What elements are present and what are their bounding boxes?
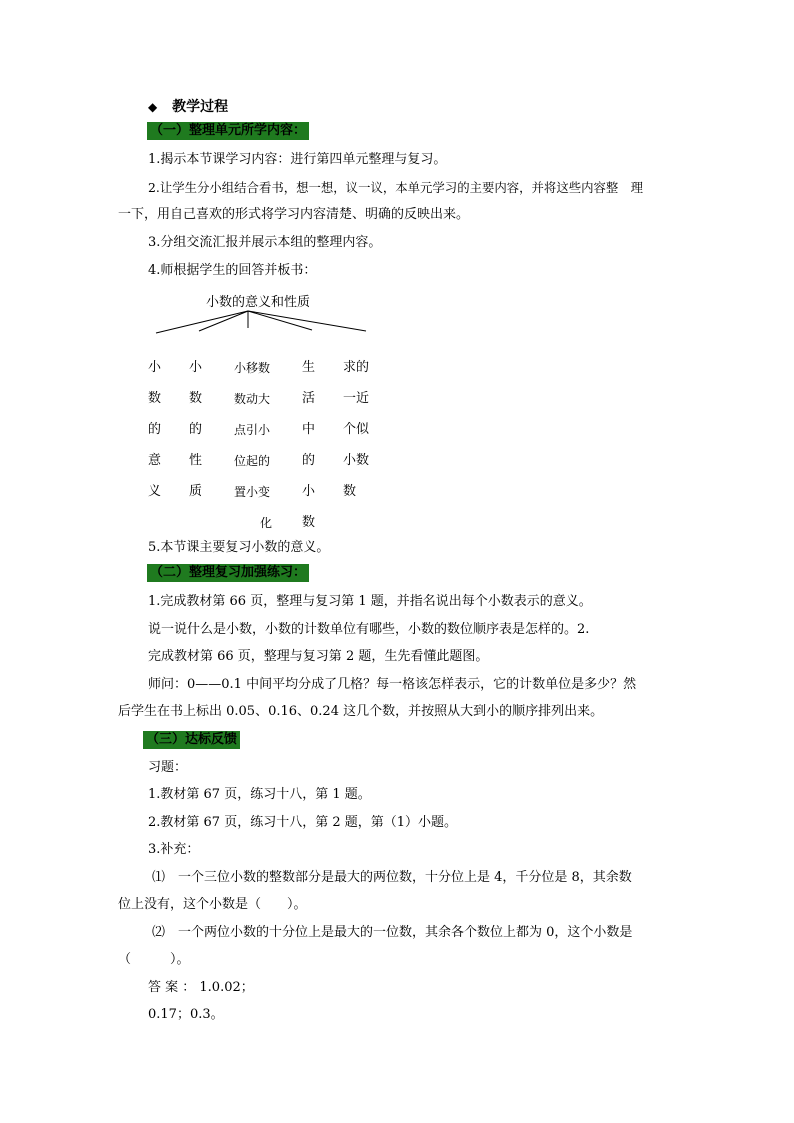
diagram-col-2 (189, 359, 202, 514)
s3-l4: 3.补充： (148, 842, 200, 857)
col-char: 中 (302, 422, 316, 437)
s1-item4: 4.师根据学生的回答并板书： (148, 263, 317, 278)
col-char: 质 (189, 484, 203, 499)
s1-item5: 5.本节课主要复习小数的意义。 (148, 540, 330, 555)
diagram-col-5 (343, 359, 369, 514)
section1-heading: （一）整理单元所学内容： (147, 122, 309, 140)
s3-l5: ⑴ 一个三位小数的整数部分是最大的两位数，十分位上是 4，千分位是 8，其余数 (152, 870, 632, 885)
s3-l8: （ ）。 (118, 952, 190, 967)
col-char: 义 (148, 484, 162, 499)
col-char: 数 (343, 484, 357, 499)
col-char: 小 (148, 360, 162, 375)
s3-l10: 0.17；0.3。 (148, 1007, 224, 1022)
s3-l6: 位上没有，这个小数是（ ）。 (118, 897, 307, 912)
col-char: 数 (148, 391, 162, 406)
s3-l1: 习题： (148, 760, 188, 775)
col-char: 位起的 (234, 454, 271, 468)
col-char: 置小变 (234, 485, 271, 499)
title-text: 教学过程 (172, 99, 229, 115)
col-char: 小 (302, 484, 316, 499)
col-char: 个似 (343, 422, 370, 437)
col-char: 的 (302, 453, 316, 468)
s3-l7: ⑵ 一个两位小数的十分位上是最大的一位数，其余各个数位上都为 0，这个小数是 (152, 925, 633, 940)
s2-line1: 1.完成教材第 66 页，整理与复习第 1 题，并指名说出每个小数表示的意义。 (148, 594, 592, 609)
col-char: 一近 (343, 391, 370, 406)
s2-line3: 完成教材第 66 页，整理与复习第 2 题，生先看懂此题图。 (148, 649, 489, 664)
s3-l2: 1.教材第 67 页，练习十八，第 1 题。 (148, 787, 371, 802)
col-char: 小移数 (234, 361, 271, 375)
diagram-root: 小数的意义和性质 (206, 295, 311, 310)
s1-item3: 3.分组交流汇报并展示本组的整理内容。 (148, 235, 382, 250)
col-char: 活 (302, 391, 316, 406)
s1-item1: 1.揭示本节课学习内容：进行第四单元整理与复习。 (148, 152, 447, 167)
col-char: 数 (302, 515, 316, 530)
s1-item2-line2: 一下，用自己喜欢的形式将学习内容清楚、明确的反映出来。 (118, 207, 470, 222)
diamond-bullet-icon: ◆ (148, 100, 158, 114)
col-char: 的 (189, 422, 203, 437)
diagram-col-3 (234, 359, 272, 545)
col-char: 数 (189, 391, 203, 406)
s2-line2: 说一说什么是小数，小数的计数单位有哪些，小数的数位顺序表是怎样的。2. (148, 622, 590, 637)
diagram-branches (150, 308, 375, 338)
col-char: 性 (189, 453, 203, 468)
s3-l9: 答 案 ： 1.0.02； (148, 980, 254, 995)
section3-heading: （三）达标反馈 (143, 731, 240, 749)
col-char: 数动大 (234, 392, 271, 406)
col-char: 化 (260, 516, 273, 530)
s1-item2-line1: 2.让学生分小组结合看书，想一想，议一议，本单元学习的主要内容，并将这些内容整 理 (148, 180, 644, 195)
col-char: 点引小 (234, 423, 271, 437)
section-title (148, 96, 228, 116)
col-char: 小数 (343, 453, 370, 468)
s2-line5: 后学生在书上标出 0.05、0.16、0.24 这几个数，并按照从大到小的顺序排列出来。 (118, 704, 604, 719)
col-char: 求的 (343, 360, 370, 375)
col-char: 的 (148, 422, 162, 437)
s2-line4: 师问：0——0.1 中间平均分成了几格？每一格该怎样表示，它的计数单位是多少？然 (148, 677, 637, 692)
s3-l3: 2.教材第 67 页，练习十八，第 2 题，第（1）小题。 (148, 815, 458, 830)
col-char: 意 (148, 453, 162, 468)
col-char: 小 (189, 360, 203, 375)
diagram-col-4 (302, 359, 315, 545)
diagram-col-1 (148, 359, 161, 514)
col-char: 生 (302, 360, 316, 375)
section2-heading: （二）整理复习加强练习： (147, 564, 309, 582)
